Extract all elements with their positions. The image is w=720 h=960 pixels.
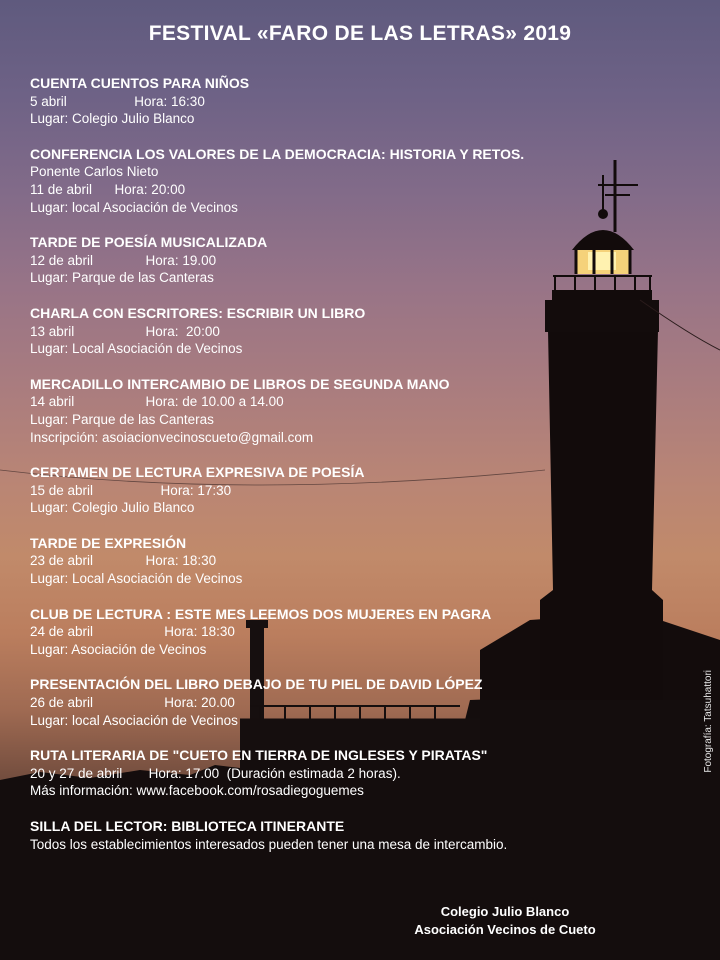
event-line: 5 abril Hora: 16:30 [30, 93, 205, 109]
event-line: Lugar: local Asociación de Vecinos [30, 199, 238, 215]
event-title: CLUB DE LECTURA : ESTE MES LEEMOS DOS MUJERES EN PAGRA [30, 605, 492, 622]
event-line: 23 de abril Hora: 18:30 [30, 553, 217, 569]
event-line: 24 de abril Hora: 18:30 [30, 624, 235, 640]
event-line: Ponente Carlos Nieto [30, 164, 159, 180]
event-line: Lugar: Local Asociación de Vecinos [30, 571, 243, 587]
event-item [30, 376, 670, 446]
event-line: 20 y 27 de abril Hora: 17.00 (Duración estimada 2 horas). [30, 765, 401, 781]
event-title: CONFERENCIA LOS VALORES DE LA DEMOCRACIA: HISTORIA Y RETOS. [30, 145, 525, 162]
event-title: PRESENTACIÓN DEL LIBRO DEBAJO DE TU PIEL DE DAVID LÓPEZ [30, 676, 483, 693]
event-item [30, 146, 670, 216]
event-line: 12 de abril Hora: 19.00 [30, 252, 217, 268]
event-line: Lugar: Colegio Julio Blanco [30, 500, 195, 516]
event-line: 14 abril Hora: de 10.00 a 14.00 [30, 394, 284, 410]
event-line: Lugar: Local Asociación de Vecinos [30, 341, 243, 357]
event-line: Lugar: local Asociación de Vecinos [30, 712, 238, 728]
event-line: 13 abril Hora: 20:00 [30, 323, 220, 339]
event-item [30, 818, 670, 853]
event-line: 11 de abril Hora: 20:00 [30, 181, 186, 197]
event-line: Más información: www.facebook.com/rosadiegoguemes [30, 783, 364, 799]
event-title: CHARLA CON ESCRITORES: ESCRIBIR UN LIBRO [30, 304, 366, 321]
photo-credit: Fotografía: Tatsuhattori [703, 670, 714, 773]
festival-title: FESTIVAL «FARO DE LAS LETRAS» 2019 [148, 22, 572, 45]
event-item [30, 747, 670, 800]
event-line: 26 de abril Hora: 20.00 [30, 695, 235, 711]
event-item [30, 305, 670, 358]
event-item [30, 606, 670, 659]
organizer-line: Colegio Julio Blanco [440, 904, 570, 919]
event-title: SILLA DEL LECTOR: BIBLIOTECA ITINERANTE [30, 818, 345, 834]
event-item [30, 75, 670, 128]
event-item [30, 535, 670, 588]
event-line: Inscripción: asoiacionvecinoscueto@gmail.com [30, 429, 314, 445]
events-list [30, 75, 670, 871]
event-title: RUTA LITERARIA DE "CUETO EN TIERRA DE INGLESES Y PIRATAS" [30, 747, 488, 764]
event-item [30, 234, 670, 287]
organizer-line: Asociación Vecinos de Cueto [414, 922, 596, 937]
event-title: CERTAMEN DE LECTURA EXPRESIVA DE POESÍA [30, 464, 365, 481]
event-title: TARDE DE POESÍA MUSICALIZADA [30, 234, 268, 251]
event-title: MERCADILLO INTERCAMBIO DE LIBROS DE SEGUNDA MANO [30, 375, 450, 392]
event-title: TARDE DE EXPRESIÓN [30, 534, 187, 551]
event-line: Lugar: Colegio Julio Blanco [30, 111, 195, 127]
event-line: 15 de abril Hora: 17:30 [30, 482, 232, 498]
event-item [30, 464, 670, 517]
event-line: Lugar: Parque de las Canteras [30, 411, 214, 427]
event-line: Lugar: Asociación de Vecinos [30, 641, 207, 657]
event-title: CUENTA CUENTOS PARA NIÑOS [30, 75, 250, 91]
event-line: Lugar: Parque de las Canteras [30, 270, 214, 286]
event-item [30, 676, 670, 729]
event-line: Todos los establecimientos interesados pueden tener una mesa de intercambio. [30, 836, 508, 852]
organizers [380, 903, 630, 939]
